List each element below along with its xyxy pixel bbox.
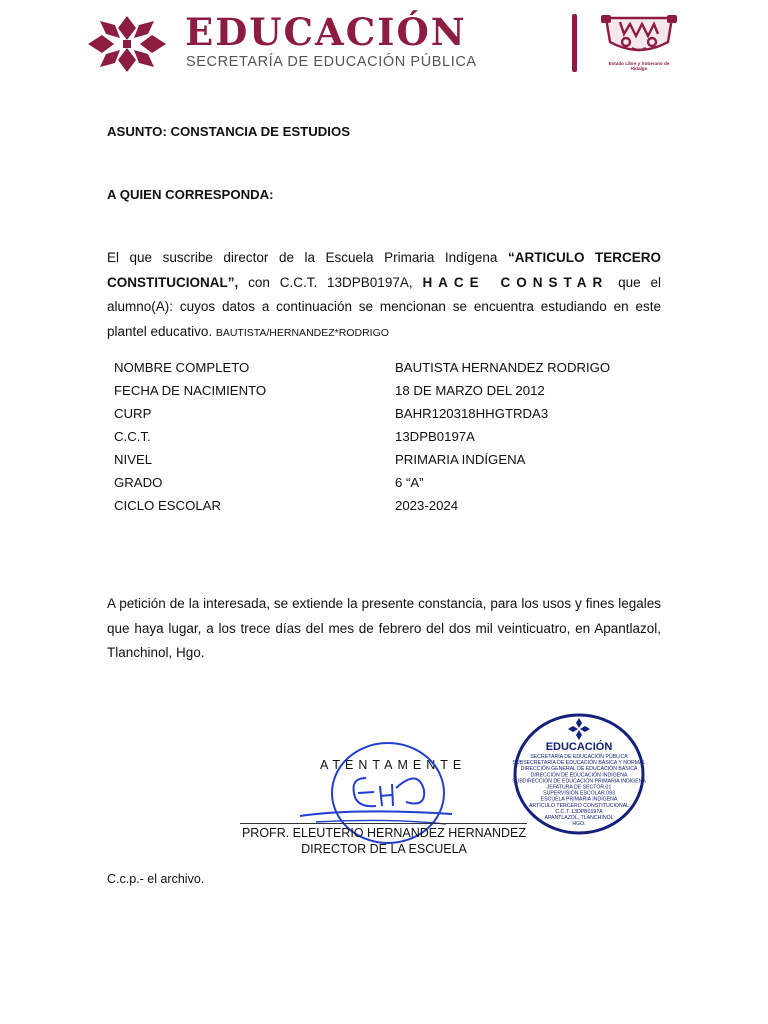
seal-line: ARTÍCULO TERCERO CONSTITUCIONAL bbox=[528, 802, 630, 809]
student-tag: BAUTISTA/HERNANDEZ*RODRIGO bbox=[215, 326, 389, 339]
seal-title: EDUCACIÓN bbox=[545, 741, 613, 753]
school-seal-icon bbox=[512, 712, 646, 836]
seal-line: APANTLAZOL, TLANCHINOL bbox=[544, 815, 614, 821]
seal-line: DIRECCIÓN GENERAL DE EDUCACIÓN BÁSICA bbox=[520, 766, 638, 773]
seal-line: SUPERVISIÓN ESCOLAR 093 bbox=[543, 790, 615, 797]
seal-line: SUBDIRECCIÓN DE EDUCACIÓN PRIMARIA INDÍGENA bbox=[512, 778, 646, 785]
signature-line bbox=[240, 823, 527, 824]
brand-title: EDUCACIÓN bbox=[185, 10, 467, 54]
star-logo-icon bbox=[84, 14, 170, 74]
seal-line: DIRECCIÓN DE EDUCACIÓN INDÍGENA bbox=[530, 772, 628, 779]
closing-paragraph: A petición de la interesada, se extiende la presente constancia, para los usos y fines legales que haya lugar, a los trece días del mes de febrero del dos mil veinticuatro, en Apantlazol, Tlanchinol, Hgo. bbox=[107, 596, 661, 660]
brand-subtitle: SECRETARÍA DE EDUCACIÓN PÚBLICA bbox=[186, 54, 477, 70]
seal-line: SUBSECRETARÍA DE EDUCACIÓN BÁSICA Y NORMAL bbox=[512, 760, 646, 767]
hace-constar: HACE CONSTAR bbox=[422, 274, 609, 290]
student-data-label: CICLO ESCOLAR bbox=[114, 498, 221, 513]
school-name: “ARTICULO TERCERO CONSTITUCIONAL”, bbox=[107, 250, 661, 290]
seal-line: ESCUELA PRIMARIA INDÍGENA bbox=[540, 796, 618, 803]
student-data-value: BAUTISTA HERNANDEZ RODRIGO bbox=[395, 360, 611, 375]
intro-text-1: El que suscribe director de la Escuela Primaria Indígena bbox=[107, 250, 508, 265]
student-data-value: PRIMARIA INDÍGENA bbox=[395, 452, 526, 467]
letter-subject: ASUNTO: CONSTANCIA DE ESTUDIOS bbox=[107, 124, 351, 139]
intro-text-2: con C.C.T. 13DPB0197A, bbox=[238, 274, 423, 290]
student-data-value: 13DPB0197A bbox=[395, 429, 475, 444]
intro-paragraph bbox=[107, 246, 661, 345]
student-data-label: FECHA DE NACIMIENTO bbox=[114, 383, 267, 398]
signer-role: DIRECTOR DE LA ESCUELA bbox=[301, 842, 467, 856]
farewell: ATENTAMENTE bbox=[320, 758, 467, 772]
header-divider bbox=[572, 14, 577, 72]
student-data-value: 2023-2024 bbox=[395, 498, 459, 513]
student-data-value: BAHR120318HHGTRDA3 bbox=[395, 406, 549, 421]
student-data-label: NIVEL bbox=[114, 452, 153, 467]
seal-line: SECRETARÍA DE EDUCACIÓN PÚBLICA bbox=[530, 754, 628, 760]
state-caption: Estado Libre y Soberano de Hidalgo bbox=[608, 61, 670, 71]
seal-line: C.C.T. 13DPB0197A bbox=[555, 808, 603, 815]
student-data-label: C.C.T. bbox=[114, 429, 151, 444]
carbon-copy-note: C.c.p.- el archivo. bbox=[107, 872, 205, 886]
student-data-label: GRADO bbox=[114, 475, 163, 490]
student-data-value: 6 “A” bbox=[395, 475, 424, 490]
signer-name: PROFR. ELEUTERIO HERNANDEZ HERNANDEZ bbox=[241, 826, 527, 840]
intro-text-3: que el alumno(A): cuyos datos a continuación se mencionan se encuentra estudiando en este plantel educativo. bbox=[107, 274, 661, 339]
student-data-label: CURP bbox=[114, 406, 152, 421]
student-data-label: NOMBRE COMPLETO bbox=[114, 360, 250, 375]
state-shield-icon bbox=[600, 12, 678, 58]
letter-salutation: A QUIEN CORRESPONDA: bbox=[107, 187, 274, 202]
seal-line: JEFATURA DE SECTOR 01 bbox=[546, 784, 612, 791]
seal-line: HGO. bbox=[572, 821, 586, 828]
student-data-value: 18 DE MARZO DEL 2012 bbox=[395, 383, 545, 398]
